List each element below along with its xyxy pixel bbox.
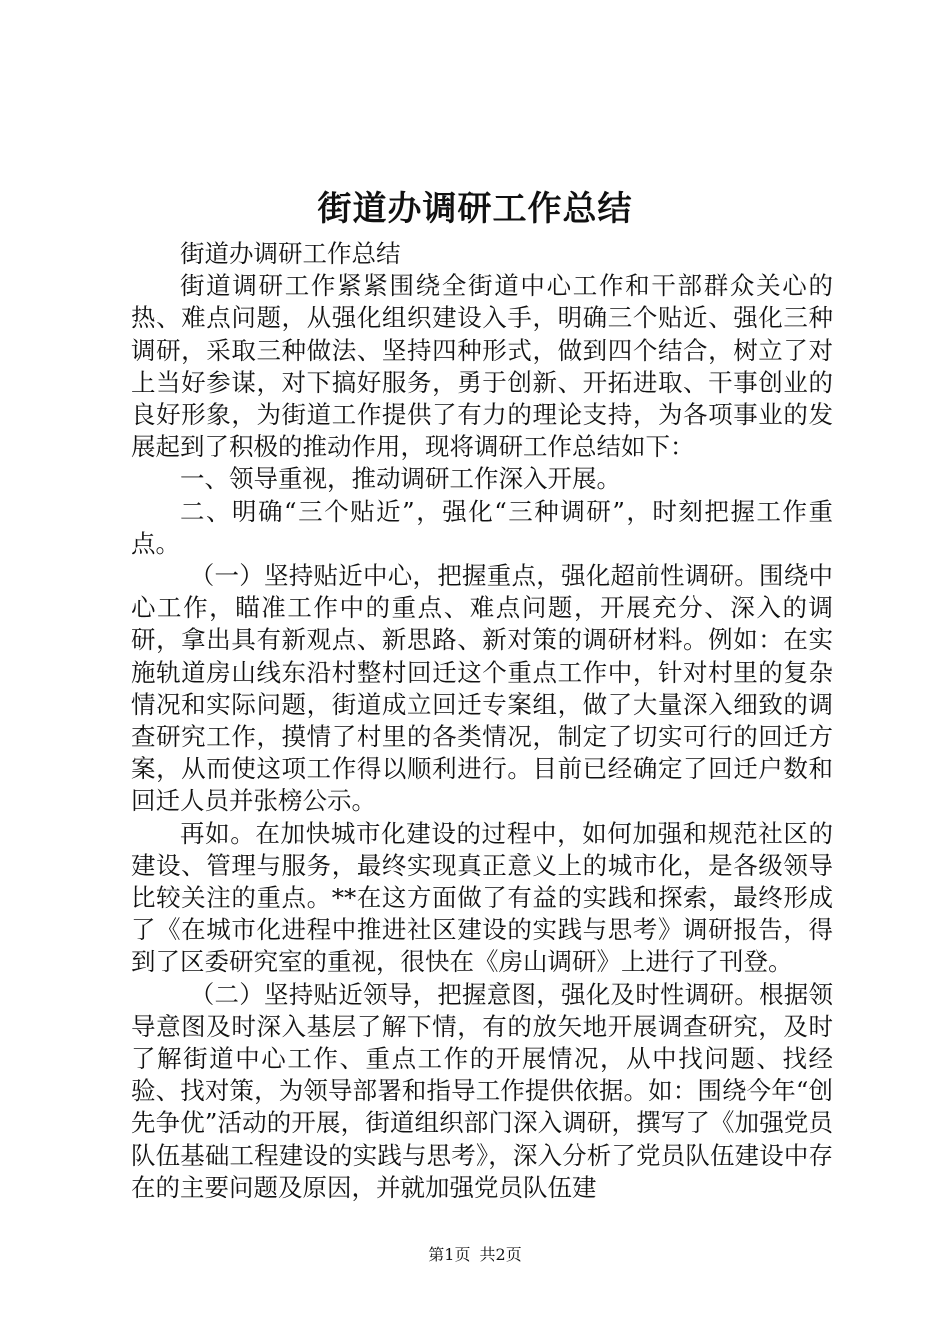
page-number: 第1页 [428, 1245, 471, 1264]
paragraph-subsection-1: （一）坚持贴近中心，把握重点，强化超前性调研。围绕中心工作，瞄准工作中的重点、难点问题，开展充分、深入的调研，拿出具有新观点、新思路、新对策的调研材料。例如：在实施轨道房山线东沿村整村回迁这个重点工作中，针对村里的复杂情况和实际问题，街道成立回迁专案组，做了大量深入细致的调查研究工作，摸情了村里的各类情况，制定了切实可行的回迁方案，从而使这项工作得以顺利进行。目前已经确定了回迁户数和回迁人员并张榜公示。 [131, 561, 833, 816]
page-footer [0, 1244, 950, 1266]
paragraph-subsection-2: （二）坚持贴近领导，把握意图，强化及时性调研。根据领导意图及时深入基层了解下情，有的放矢地开展调查研究，及时了解街道中心工作、重点工作的开展情况，从中找问题、找经验、找对策，为领导部署和指导工作提供依据。如：围绕今年“创先争优”活动的开展，街道组织部门深入调研，撰写了《加强党员队伍基础工程建设的实践与思考》，深入分析了党员队伍建设中存在的主要问题及原因，并就加强党员队伍建 [131, 979, 833, 1202]
document-body [131, 238, 833, 1204]
document-title: 街道办调研工作总结 [317, 189, 633, 229]
paragraph-section-1: 一、领导重视，推动调研工作深入开展。 [180, 464, 621, 494]
paragraph-intro: 街道调研工作紧紧围绕全街道中心工作和干部群众关心的热、难点问题，从强化组织建设入手，明确三个贴近、强化三种调研，采取三种做法、坚持四种形式，做到四个结合，树立了对上当好参谋，对下搞好服务，勇于创新、开拓进取、干事创业的良好形象，为街道工作提供了有力的理论支持，为各项事业的发展起到了积极的推动作用，现将调研工作总结如下： [131, 271, 833, 462]
paragraph-subtitle: 街道办调研工作总结 [180, 239, 401, 268]
page-total: 共2页 [479, 1245, 522, 1264]
paragraph-section-2: 二、明确“三个贴近”，强化“三种调研”，时刻把握工作重点。 [131, 496, 833, 558]
paragraph-example: 再如。在加快城市化建设的过程中，如何加强和规范社区的建设、管理与服务，最终实现真正意义上的城市化，是各级领导比较关注的重点。**在这方面做了有益的实践和探索，最终形成了《在城市化进程中推进社区建设的实践与思考》调研报告，得到了区委研究室的重视，很快在《房山调研》上进行了刊登。 [131, 818, 833, 977]
